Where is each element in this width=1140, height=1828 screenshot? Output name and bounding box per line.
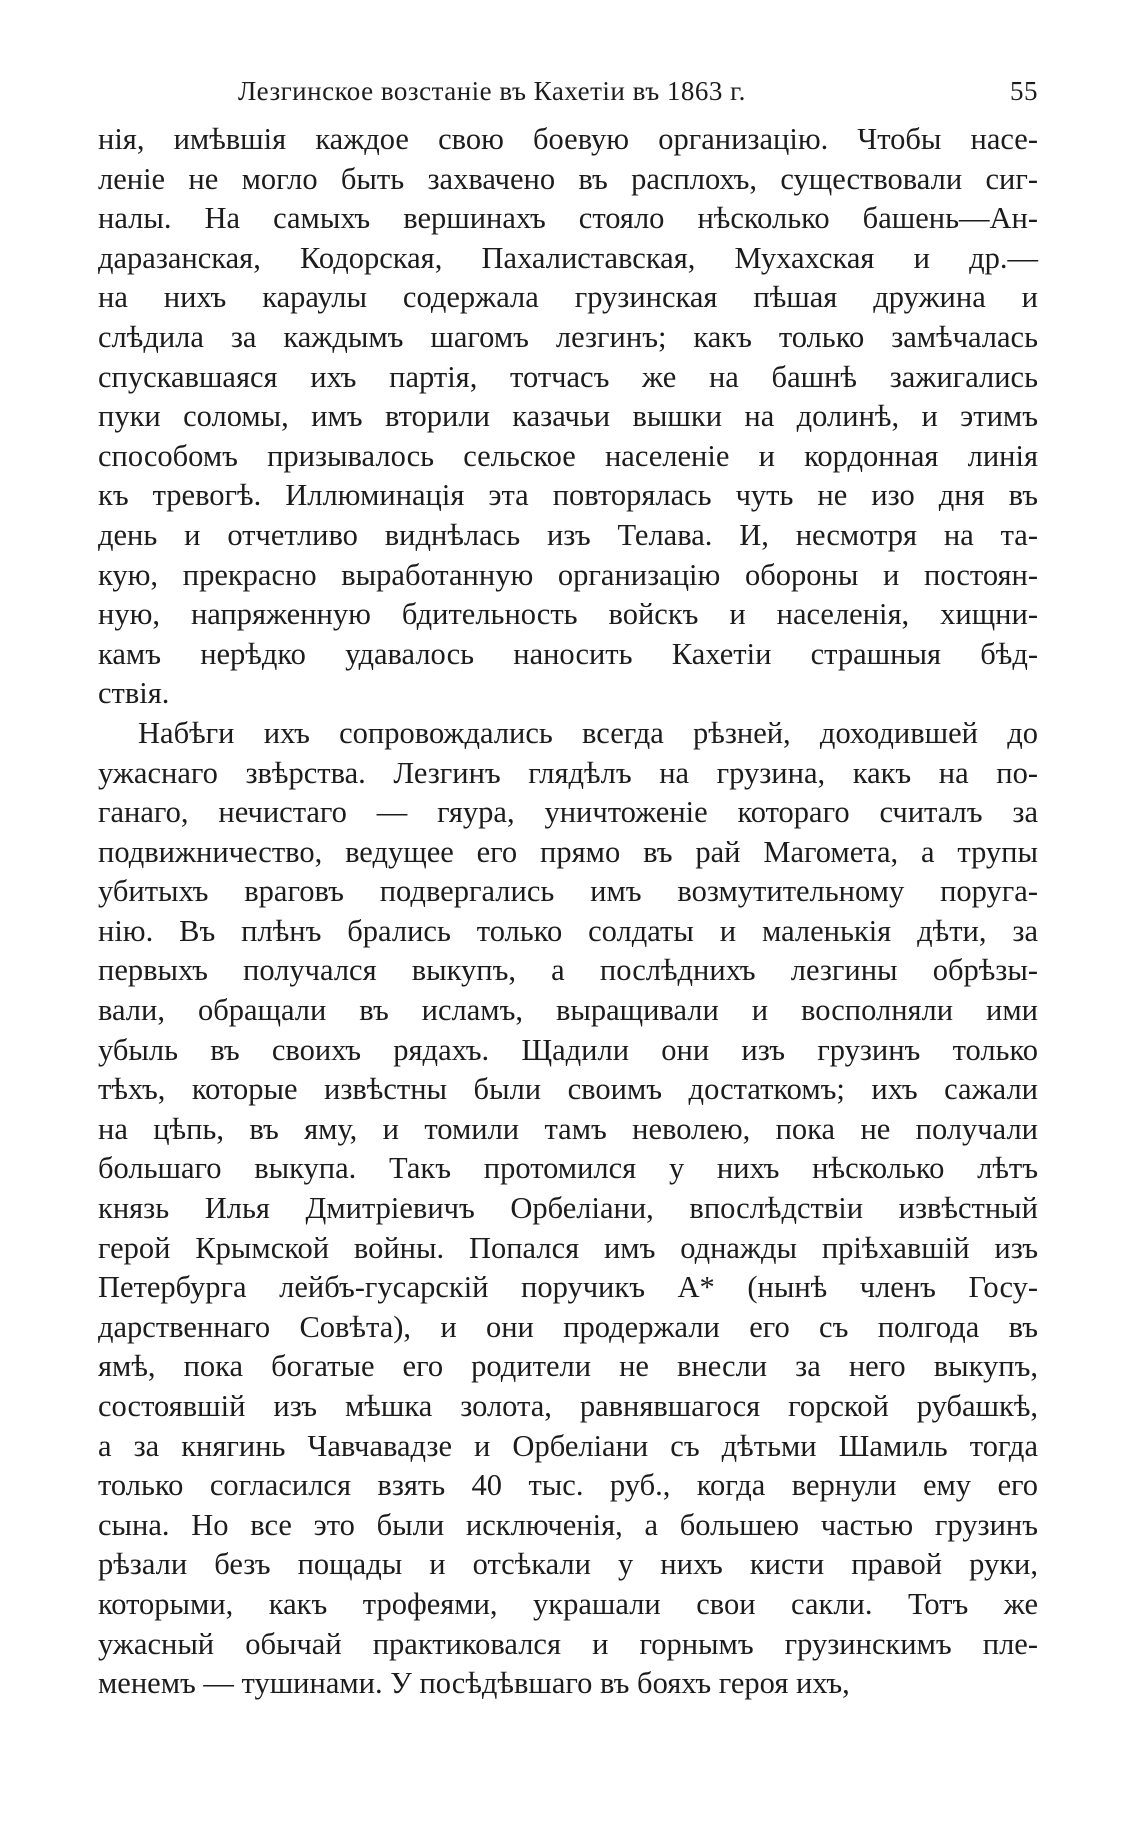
- page-number: 55: [1010, 76, 1038, 106]
- text-line: пуки соломы, имъ вторили казачьи вышки на долинѣ, и этимъ: [98, 399, 1038, 434]
- text-line: герой Крымской войны. Попался имъ однажды пріѣхавшій изъ: [98, 1230, 1038, 1265]
- text-line: налы. На самыхъ вершинахъ стояло нѣсколько башень—Ан-: [98, 201, 1038, 236]
- text-line: только согласился взять 40 тыс. руб., когда вернули ему его: [98, 1468, 1038, 1503]
- book-page: [98, 72, 1038, 1704]
- text-line: большаго выкупа. Такъ протомился у нихъ нѣсколько лѣтъ: [98, 1151, 1038, 1186]
- text-line: леніе не могло быть захвачено въ расплохъ, существовали сиг-: [98, 161, 1038, 196]
- text-line: слѣдила за каждымъ шагомъ лезгинъ; какъ только замѣчалась: [98, 319, 1038, 354]
- text-line: Петербурга лейбъ-гусарскій поручикъ А* (нынѣ членъ Госу-: [98, 1270, 1038, 1305]
- text-line: Набѣги ихъ сопровождались всегда рѣзней, доходившей до: [138, 715, 1038, 750]
- text-line: на цѣпь, въ яму, и томили тамъ неволею, пока не получали: [98, 1111, 1038, 1146]
- text-line: день и отчетливо виднѣлась изъ Телава. И, несмотря на та-: [98, 517, 1038, 552]
- text-line: даразанская, Кодорская, Пахалиставская, Мухахская и др.—: [98, 240, 1038, 275]
- text-line: спускавшаяся ихъ партія, тотчасъ же на башнѣ зажигались: [98, 359, 1038, 394]
- text-line: менемъ — тушинами. У посѣдѣвшаго въ бояхъ героя ихъ,: [98, 1666, 850, 1701]
- text-line: нію. Въ плѣнъ брались только солдаты и маленькія дѣти, за: [98, 913, 1038, 948]
- text-line: кую, прекрасно выработанную организацію обороны и постоян-: [98, 557, 1038, 592]
- text-line: на нихъ караулы содержала грузинская пѣшая дружина и: [98, 280, 1038, 315]
- text-line: подвижничество, ведущее его прямо въ рай Магомета, а трупы: [98, 834, 1038, 869]
- text-line: способомъ призывалось сельское населеніе и кордонная линія: [98, 438, 1038, 473]
- running-title: Лезгинское возстаніе въ Кахетіи въ 1863 г.: [238, 76, 746, 106]
- text-line: первыхъ получался выкупъ, а послѣднихъ лезгины обрѣзы-: [98, 953, 1038, 988]
- text-line: князь Илья Дмитріевичъ Орбеліани, впослѣдствіи извѣстный: [98, 1191, 1038, 1226]
- text-line: ствія.: [98, 676, 170, 711]
- text-line: которыми, какъ трофеями, украшали свои сакли. Тотъ же: [98, 1586, 1038, 1621]
- paragraph-1: [98, 120, 1038, 714]
- text-line: а за княгинь Чавчавадзе и Орбеліани съ дѣтьми Шамиль тогда: [98, 1428, 1038, 1463]
- text-line: рѣзали безъ пощады и отсѣкали у нихъ кисти правой руки,: [98, 1547, 1038, 1582]
- text-line: нія, имѣвшія каждое свою боевую организацію. Чтобы насе-: [98, 122, 1038, 156]
- text-line: убитыхъ враговъ подвергались имъ возмутительному поруга-: [98, 874, 1038, 909]
- body-text: [98, 120, 1038, 1704]
- text-line: ямѣ, пока богатые его родители не внесли за него выкупъ,: [98, 1349, 1038, 1384]
- text-line: къ тревогѣ. Иллюминація эта повторялась чуть не изо дня въ: [98, 478, 1038, 513]
- running-head: [98, 72, 1038, 120]
- paragraph-2: [98, 714, 1038, 1704]
- text-line: состоявшій изъ мѣшка золота, равнявшагося горской рубашкѣ,: [98, 1389, 1038, 1423]
- text-line: тѣхъ, которые извѣстны были своимъ достаткомъ; ихъ сажали: [98, 1072, 1038, 1107]
- text-line: ужасный обычай практиковался и горнымъ грузинскимъ пле-: [98, 1626, 1038, 1661]
- text-line: ганаго, нечистаго — гяура, уничтоженіе котораго считалъ за: [98, 795, 1038, 830]
- text-line: дарственнаго Совѣта), и они продержали его съ полгода въ: [98, 1309, 1038, 1344]
- text-line: ную, напряженную бдительность войскъ и населенія, хищни-: [98, 597, 1038, 632]
- text-line: вали, обращали въ исламъ, выращивали и восполняли ими: [98, 993, 1038, 1028]
- text-line: убыль въ своихъ рядахъ. Щадили они изъ грузинъ только: [98, 1032, 1038, 1067]
- text-line: ужаснаго звѣрства. Лезгинъ глядѣлъ на грузина, какъ на по-: [98, 755, 1038, 790]
- text-line: сына. Но все это были исключенія, а большею частью грузинъ: [98, 1507, 1038, 1542]
- text-line: камъ нерѣдко удавалось наносить Кахетіи страшныя бѣд-: [98, 636, 1038, 671]
